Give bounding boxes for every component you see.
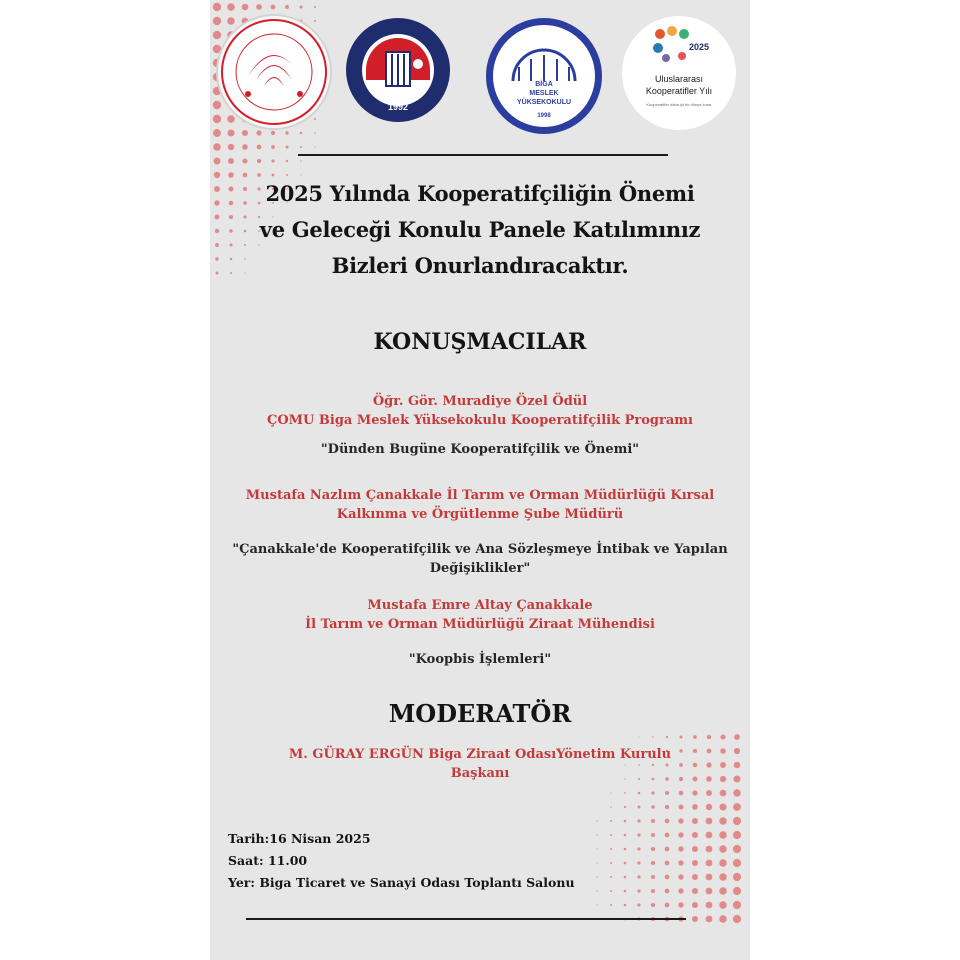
decorative-dot [314, 6, 316, 8]
decorative-dot [692, 846, 698, 852]
decorative-dot [733, 901, 741, 909]
biga-line2: MESLEK [529, 90, 559, 97]
speaker-3-topic-line-1: "Koopbis İşlemleri" [408, 652, 552, 667]
decorative-dot [692, 888, 698, 894]
decorative-dot [651, 805, 655, 809]
decorative-dot [719, 887, 727, 895]
speaker-3-topic [210, 650, 750, 669]
speakers-heading: KONUŞMACILAR [373, 329, 587, 355]
speaker-3-line-1: Mustafa Emre Altay Çanakkale [367, 598, 593, 613]
decorative-dot [692, 902, 698, 908]
decorative-dot [300, 6, 303, 9]
decorative-dot [719, 845, 727, 853]
speaker-3-line-2: İl Tarım ve Orman Müdürlüğü Ziraat Mühendisi [305, 617, 655, 632]
decorative-dot [624, 834, 627, 837]
decorative-dot [213, 143, 220, 150]
decorative-dot [706, 804, 712, 810]
event-date: Tarih:16 Nisan 2025 [228, 831, 371, 846]
decorative-dot [257, 145, 262, 150]
decorative-dot [285, 5, 289, 9]
panel-invitation-title [210, 176, 750, 284]
decorative-dot [637, 819, 640, 822]
decorative-dot [610, 890, 612, 892]
decorative-dot [692, 860, 698, 866]
decorative-dot [733, 873, 741, 881]
title-line-1: 2025 Yılında Kooperatifçiliğin Önemi [265, 181, 695, 206]
decorative-dot [692, 874, 698, 880]
decorative-dot [286, 160, 288, 162]
decorative-dot [719, 873, 727, 881]
decorative-dot [596, 876, 597, 877]
decorative-dot [242, 4, 249, 11]
speaker-1-line-2: ÇOMU Biga Meslek Yüksekokulu Kooperatifçilik Programı [266, 413, 693, 428]
decorative-dot [637, 875, 640, 878]
decorative-dot [680, 736, 683, 739]
decorative-dot [719, 831, 727, 839]
decorative-dot [692, 790, 697, 795]
decorative-dot [610, 848, 612, 850]
decorative-dot [706, 902, 713, 909]
decorative-dot [610, 876, 612, 878]
decorative-dot [733, 887, 741, 895]
moderator-heading: MODERATÖR [388, 699, 572, 728]
decorative-dot [637, 847, 640, 850]
speaker-2-line-1: Mustafa Nazlım Çanakkale İl Tarım ve Orman Müdürlüğü Kırsal [245, 488, 715, 503]
decorative-dot [734, 734, 740, 740]
decorative-dot [651, 791, 654, 794]
decorative-dot [596, 848, 597, 849]
decorative-dot [624, 848, 627, 851]
decorative-dot [624, 806, 626, 808]
moderator-line-1: M. GÜRAY ERGÜN Biga Ziraat OdasıYönetim Kurulu [288, 747, 672, 762]
top-divider [298, 154, 668, 156]
decorative-dot [300, 160, 302, 162]
decorative-dot [271, 145, 275, 149]
decorative-dot [314, 118, 316, 120]
decorative-dot [652, 736, 654, 738]
decorative-dot [651, 833, 655, 837]
decorative-dot [678, 902, 683, 907]
event-poster [210, 0, 750, 960]
event-time: Saat: 11.00 [228, 853, 308, 868]
bottom-divider [246, 918, 686, 920]
event-place: Yer: Biga Ticaret ve Sanayi Odası Toplantı Salonu [228, 875, 575, 890]
decorative-dot [228, 144, 235, 151]
coop-year-number: 2025 [688, 42, 710, 52]
decorative-dot [596, 904, 597, 905]
decorative-dot [256, 130, 261, 135]
decorative-dot [665, 791, 669, 795]
decorative-dot [665, 889, 670, 894]
decorative-dot [596, 890, 597, 891]
title-line-3: Bizleri Onurlandıracaktır. [331, 253, 629, 278]
speaker-2-name [210, 486, 750, 524]
decorative-dot [610, 834, 612, 836]
decorative-dot [638, 792, 641, 795]
decorative-dot [651, 861, 655, 865]
decorative-dot [665, 847, 670, 852]
decorative-dot [692, 916, 698, 922]
decorative-dot [624, 792, 626, 794]
decorative-dot [596, 862, 597, 863]
decorative-dot [242, 130, 248, 136]
decorative-dot [314, 20, 316, 22]
international-year-cooperatives-logo [622, 16, 736, 130]
decorative-dot [678, 874, 683, 879]
decorative-dot [213, 129, 221, 137]
decorative-dot [638, 806, 641, 809]
decorative-dot [213, 115, 221, 123]
decorative-dot [610, 792, 611, 793]
speaker-1-topic-line-1: "Dünden Bugüne Kooperatifçilik ve Önemi" [320, 442, 640, 457]
speaker-2-line-2: Kalkınma ve Örgütlenme Şube Müdürü [336, 507, 624, 522]
decorative-dot [706, 916, 713, 923]
decorative-dot [720, 790, 727, 797]
decorative-dot [242, 144, 248, 150]
decorative-dot [213, 101, 221, 109]
decorative-dot [678, 860, 683, 865]
decorative-dot [692, 804, 698, 810]
decorative-dot [610, 904, 612, 906]
comu-university-logo [346, 18, 450, 122]
decorative-dot [637, 861, 640, 864]
decorative-dot [300, 132, 303, 135]
decorative-dot [286, 146, 289, 149]
speaker-3-name [210, 596, 750, 634]
speaker-1-topic [210, 440, 750, 459]
decorative-dot [733, 789, 740, 796]
decorative-dot [665, 875, 670, 880]
speaker-1-name [210, 392, 750, 430]
decorative-dot [651, 819, 655, 823]
decorative-dot [651, 847, 655, 851]
decorative-dot [227, 115, 235, 123]
biga-vocational-school-logo [486, 18, 602, 134]
decorative-dot [679, 805, 684, 810]
decorative-dot [733, 803, 741, 811]
decorative-dot [707, 735, 711, 739]
decorative-dot [271, 5, 276, 10]
decorative-dot [678, 846, 683, 851]
decorative-dot [610, 806, 612, 808]
decorative-dot [596, 834, 597, 835]
speaker-2-topic-line-2: Değişiklikler" [429, 561, 531, 576]
decorative-dot [596, 820, 597, 821]
speaker-2-topic [210, 540, 750, 578]
decorative-dot [678, 888, 683, 893]
biga-line3: YÜKSEKOKULU [516, 99, 572, 106]
decorative-dot [624, 890, 627, 893]
decorative-dot [665, 819, 670, 824]
biga-year: 1998 [537, 113, 551, 119]
decorative-dot [637, 833, 640, 836]
decorative-dot [214, 158, 221, 165]
decorative-dot [720, 734, 725, 739]
decorative-dot [651, 889, 655, 893]
ministry-logo [216, 14, 332, 130]
decorative-dot [227, 3, 235, 11]
decorative-dot [733, 831, 741, 839]
moderator-name [210, 745, 750, 783]
decorative-dot [665, 833, 670, 838]
decorative-dot [692, 818, 698, 824]
comu-year: 1992 [387, 102, 409, 112]
decorative-dot [719, 915, 727, 923]
coop-line1: Uluslararası [654, 74, 703, 84]
decorative-dot [679, 791, 684, 796]
decorative-dot [666, 736, 668, 738]
decorative-dot [624, 862, 627, 865]
event-info [228, 828, 575, 894]
decorative-dot [213, 3, 221, 11]
decorative-dot [733, 845, 741, 853]
decorative-dot [719, 817, 727, 825]
decorative-dot [314, 146, 315, 147]
decorative-dot [213, 31, 221, 39]
decorative-dot [693, 735, 697, 739]
biga-line1: BİGA [535, 81, 553, 88]
decorative-dot [719, 901, 727, 909]
decorative-dot [637, 889, 640, 892]
decorative-dot [678, 818, 683, 823]
decorative-dot [651, 903, 655, 907]
decorative-dot [706, 888, 713, 895]
decorative-dot [733, 859, 741, 867]
decorative-dot [733, 915, 741, 923]
decorative-dot [242, 158, 247, 163]
decorative-dot [651, 875, 655, 879]
decorative-dot [227, 17, 235, 25]
decorative-dot [300, 146, 302, 148]
decorative-dot [624, 876, 627, 879]
decorative-dot [285, 131, 288, 134]
decorative-dot [610, 862, 612, 864]
decorative-dot [256, 4, 262, 10]
speaker-2-topic-line-1: "Çanakkale'de Kooperatifçilik ve Ana Sözleşmeye İntibak ve Yapılan [232, 542, 728, 557]
decorative-dot [733, 817, 741, 825]
title-line-2: ve Geleceği Konulu Panele Katılımınız [259, 217, 701, 242]
coop-tagline: Kooperatifler daha iyi bir dünya kurar [646, 102, 712, 107]
decorative-dot [706, 790, 712, 796]
decorative-dot [271, 159, 274, 162]
decorative-dot [637, 903, 640, 906]
decorative-dot [639, 737, 640, 738]
decorative-dot [271, 131, 275, 135]
decorative-dot [706, 832, 713, 839]
decorative-dot [228, 158, 234, 164]
decorative-dot [665, 805, 669, 809]
decorative-dot [257, 159, 261, 163]
decorative-dot [678, 832, 683, 837]
decorative-dot [719, 803, 726, 810]
decorative-dot [665, 861, 670, 866]
decorative-dot [314, 132, 316, 134]
coop-line2: Kooperatifler Yılı [645, 86, 713, 96]
moderator-line-2: Başkanı [450, 766, 510, 781]
decorative-dot [624, 904, 627, 907]
decorative-dot [665, 903, 670, 908]
decorative-dot [706, 874, 713, 881]
decorative-dot [692, 832, 698, 838]
decorative-dot [706, 846, 713, 853]
decorative-dot [624, 820, 627, 823]
speaker-1-line-1: Öğr. Gör. Muradiye Özel Ödül [372, 394, 588, 409]
decorative-dot [706, 860, 713, 867]
decorative-dot [228, 130, 235, 137]
decorative-dot [706, 818, 713, 825]
decorative-dot [719, 859, 727, 867]
decorative-dot [213, 17, 221, 25]
decorative-dot [610, 820, 612, 822]
